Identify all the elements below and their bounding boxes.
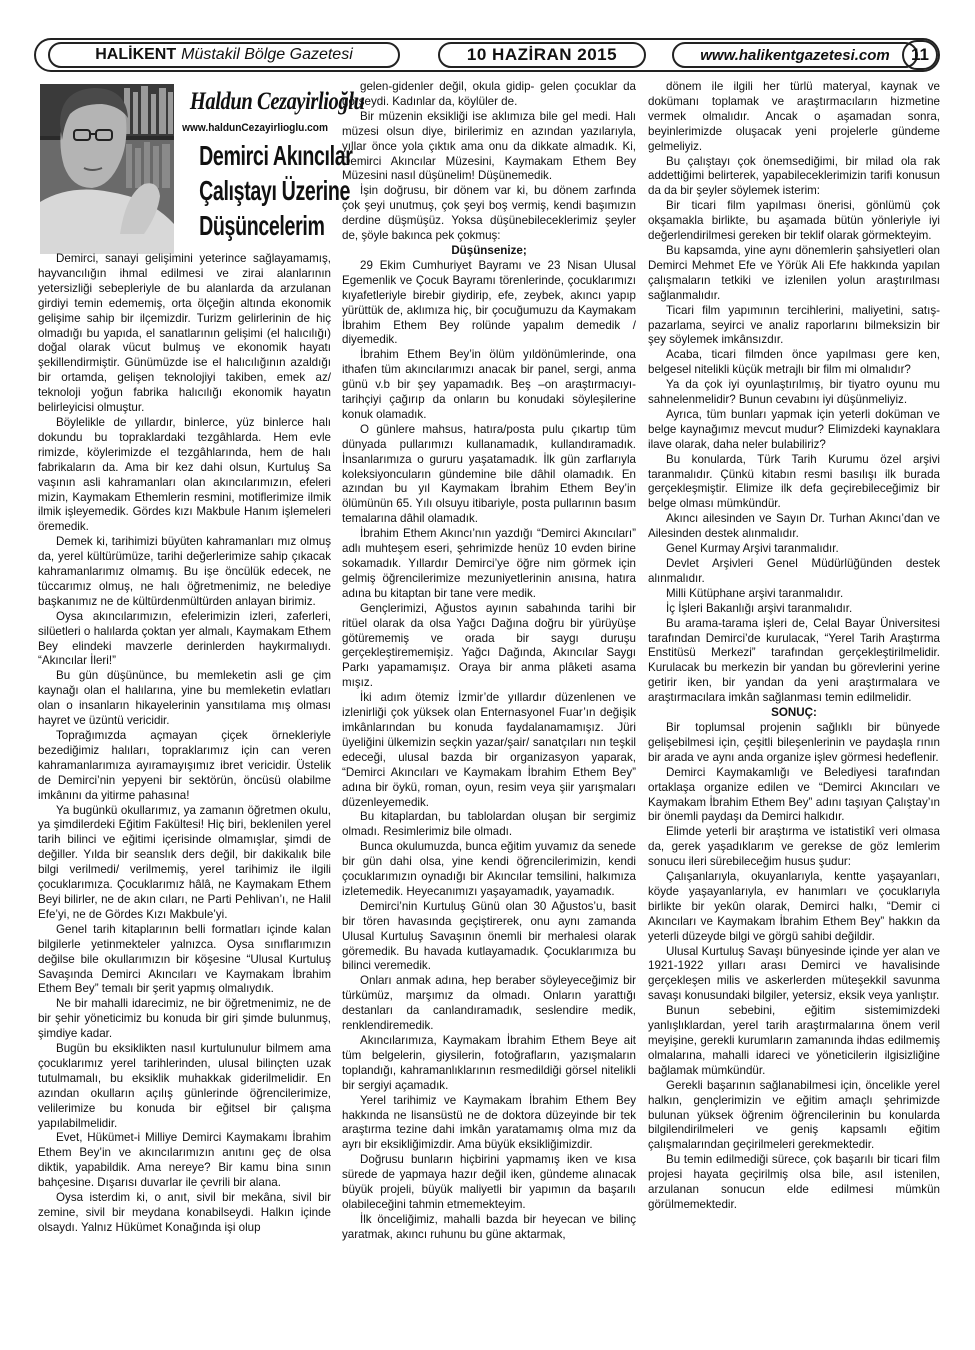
paragraph: Demirci’nin Kurtuluş Günü olan 30 Ağustos’u, basit bir tören havasında geçiştirerek, onu aynı zamanda Ulusal Kurtuluş Savaşının önemli bir merhalesi olarak göremedik. Bu havada kutlayamadık. Çocuklarımıza bu bilinci veremedik. [342, 899, 636, 973]
paragraph: Bir ticari film yapılması önerisi, gönlümü çok okşamakla birlikte, bu aşamada bütün yönleriyle iyi değerlendirilmesi gereken bir teklif olarak görmekteyim. [648, 199, 940, 243]
paragraph: Bu arama-tarama işleri de, Celal Bayar Üniversitesi tarafından Demirci’de kurulacak, “Yerel Tarih Araştırma Enstitüsü Merkezi” tarafından gerçekleştirilmelidir. Kurulacak bu merkezin bir yandan bu görevlerini yerine getirir iken, bir yandan da yeni araştırmalara ve araştırmacılara imkân sağlanması temin edilmelidir. [648, 616, 940, 705]
article-title [199, 138, 353, 243]
page-number: 11 [902, 40, 938, 70]
paragraph: Onları anmak adına, hep beraber söyleyeceğimiz bir türkümüz, marşımız da olmadı. Onların yarattığı destanları da canlandıramadık, seslendire medik, renklendiremedik. [342, 974, 636, 1033]
paragraph: Bunun sebebini, eğitim sistemimizdeki yanlışlıklardan, yerel tarih araştırmalarına önem veril meyişine, gerekli kurumların zamanında ihdas edilmemiş olmalarına, mahalli idareci ve yöneticilerin ilgisizliğine bağlamak mümkündür. [648, 1004, 940, 1077]
paragraph: Ne bir mahalli idarecimiz, ne bir öğretmenimiz, ne de bir şehir yöneticimiz bu konuda bir giri şimde bulunmuş, şimdiye kadar. [38, 997, 331, 1041]
title-line: Çalıştayı Üzerine [199, 175, 351, 206]
paragraph: Bir toplumsal projenin sağlıklı bir bünyede gelişebilmesi için, çeşitli bileşenlerinin ve paydaşla rının bir arada ve aynı anda organize işlev görmesi hedeflenir. [648, 720, 940, 764]
paragraph: gelen-gidenler değil, okula gidip- gelen çocuklar da görseydi. Kadınlar da, köylüler de. [342, 80, 636, 108]
paragraph: Oysa akıncılarımızın, efelerimizin izleri, zaferleri, silüetleri o halılarda çoktan yer almalı, Kaymakam Ethem Bey elindeki mavzerle derinlerden haykırmalıydı. “Akıncılar İleri!” [38, 609, 331, 668]
brand-subtitle: Müstakil Bölge Gazetesi [181, 46, 353, 63]
paragraph: Ya bugünkü okullarımız, ya zamanın öğretmen okulu, ya şimdilerdeki Eğitim Fakültesi! Hiç biri, beklenilen yerel tarih bilinci ve eğitimi içerisinde olmamışlar, şimdi de değiller. Yılda bir seanslık ders değil, bir dakikalık bile bilgi verilmedi/ verilmemiş, yerel tarihimiz ile ilgili çocuklarımıza. Çocuklarımız hâlâ, ne Kaymakam Ethem Beyi bilirler, ne de akın cıları, ne Parti Pehlivan’ı, ne Halil Efe’yi, ne de Gördes Kızı Makbule’yi. [38, 803, 331, 921]
paragraph: Acaba, ticari filmden önce yapılması gere ken, belgesel nitelikli küçük metrajlı bir film mi olmalıdır? [648, 348, 940, 377]
paragraph: İşin doğrusu, bir dönem var ki, bu dönem zarfında çok şeyi unutmuş, çok şeyi boş vermiş, kendi başımızın derdine düşmüşüz. Yoksa düşünebileceklerimiz şeyler de, şöyle bakınca pek çokmuş: [342, 184, 636, 243]
paragraph: O günlere mahsus, hatıra/posta pulu çıkartıp tüm dünyada pullarımızı kullanamadık, kullandıramadık. İnsanlarımıza o gururu yaşatamadık. İlk gün zarflarıyla koleksiyoncuların gündemine bile dâhil olamadık. En azından bu yıl Kaymakam İbrahim Ethem Bey’in ölümünün 65. Yılı olsuyu itibariyle, posta pullarının basım temalarına dâhil olamadık. [342, 422, 636, 526]
paragraph: Ticari film yapımının tercihlerini, maliyetini, satış- pazarlama, seyirci ve analiz raporlarını bilmeksizin bir şey söylemek imkânsızdır. [648, 303, 940, 347]
paragraph: Bugün bu eksiklikten nasıl kurtulunulur bilmem ama çocuklarımız yerel tarihlerinden, ulusal bilinçten uzak tutulmamalı, bu eksiklik muhakkak giderilmelidir. En azından okulların açılış günlerinde öğrencilerimize, velilerimize bu konuda bir eğitsel bir çalışma yapılabilmelidir. [38, 1042, 331, 1130]
paragraph: Elimde yeterli bir araştırma ve istatistikî veri olmasa da, gerek yaşadıklarım ve gerekse de göz lemlerim sonucu ileri sürebileceğim husus şudur: [648, 825, 940, 869]
title-line: Düşüncelerim [199, 210, 325, 241]
author-website[interactable]: www.haldunCezayirlioglu.com [182, 122, 328, 134]
paragraph: Doğrusu bunların hiçbirini yapmamış iken ve kısa sürede de yapmaya hazır değil iken, gündeme alınacak büyük projeli, büyük maliyetli bir yapımın da başarılı olabileceğini tahmin etmemekteyim. [342, 1153, 636, 1211]
paragraph: Bu gün düşününce, bu memleketin asli ge çim kaynağı olan el halılarına, yine bu memleketin evlatları olan o insanların hikayelerinin yansıtılama mış olması hayret ve üzüntü vericidir. [38, 669, 331, 728]
article-heading [176, 84, 365, 252]
paragraph: Milli Kütüphane arşivi taranmalıdır. [666, 586, 844, 600]
website-link[interactable]: www.halikentgazetesi.com [672, 42, 918, 68]
paragraph: Ulusal Kurtuluş Savaşı bünyesinde içinde yer alan ve 1921-1922 yılları arası Demirci ve havalisinde gerçekleşen milis ve askerlerden müteşekkil savunma savaşı konusundaki bilgiler, yetersiz, eksik veya yanlıştır. [648, 944, 940, 1003]
title-line: Demirci Akıncılar [199, 140, 353, 171]
author-photo [40, 84, 174, 254]
issue-date: 10 HAZİRAN 2015 [438, 42, 646, 68]
paragraph: Toprağımızda açmayan çiçek örnekleriyle bezediğimiz halıları, topraklarımız için can veren kahramanlarımıza ayıramayışımız ibret vericidir. Üstelik de Demirci’nin yepyeni bir sektörün, öncüsü olabilme imkânını da yitirme pahasına! [38, 729, 331, 802]
paragraph: Demirci, sanayi gelişimini yeterince sağlayamamış, hayvancılığın ihmal edilmesi ve zirai alanlarının yetersizliği sebepleriyle de bu alanlarda da arzulanan girdiyi temin edememiş, orta ölçeğin altında ekonomik gelişime sahip bir ilçemizdir. Turizm gelirlerinin de hiç olmadığı bu yapıda, el sanatlarının gelişimi (el halıcılığı) doğal olarak vücut bulmuş ve ekonomik hayatı şekillendirmiştir. Günümüzde ise el halıcılığının azaldığı bir ortamda, gelişen teknolojiyi takiben, emek az/ teknoloji yoğun fabrika halıcılığı ekonomik hayatın belirleyicisi olmuştur. [38, 252, 331, 415]
paragraph: Bu temin edilmediği sürece, çok başarılı bir ticari film projesi hayata geçirilmiş olsa bile, asıl istenilen, arzulanan sonucun elde edilmesi mümkün görülmemektedir. [648, 1153, 940, 1211]
paragraph: İlk önceliğimiz, mahalli bazda bir heyecan ve bilinç yaratmak, akıncı ruhunu bu güne aktarmak, [342, 1212, 636, 1241]
author-portrait-image [40, 84, 174, 254]
paragraph: İbrahim Ethem Bey’in ölüm yıldönümlerinde, ona ithafen tüm akıncılarımızı anacak bir panel, sergi, anma günü v.b bir şey yapamadık. Beş –on araştırmacıyı- tarihçiyi çağırıp da onların bu konudaki söyleşilerine konuk olamadık. [342, 348, 636, 421]
paragraph: Akıncılarımıza, Kaymakam İbrahim Ethem Beye ait tüm belgelerin, giysilerin, fotoğrafların, yazışmaların toplandığı, kahramanlıklarının resmedildiği görsel nitelikli bir sergiyi açamadık. [342, 1034, 636, 1092]
masthead [34, 38, 940, 72]
paragraph: Bu kapsamda, yine aynı dönemlerin şahsiyetleri olan Demirci Mehmet Efe ve Yörük Ali Efe hakkında yapılan çalışmaların tetkiki ve izlenilen yolun araştırılması sağlanmalıdır. [648, 243, 940, 302]
paragraph: Bu konularda, Türk Tarih Kurumu özel arşivi taranmalıdır. Çünkü kitabın resmi basılışı ilk burada gerçekleşmiştir. Elimize ilk defa geçirebileceğimiz bir belge olması mümkündür. [648, 452, 940, 511]
paragraph: Evet, Hükümet-i Milliye Demirci Kaymakamı İbrahim Ethem Bey’in ve akıncılarımızın anıtını geç de olsa diktik, yapabildik. Ama nereye? Bir kamu bina sının bahçesine. Dışarısı duvarlar ile çevrili bir alana. [38, 1131, 331, 1190]
paragraph: Ya da çok iyi oyunlaştırılmış, bir tiyatro oyunu mu sahnelenmelidir? Bunun cevabını iyi düşünmeliyiz. [648, 378, 940, 407]
paragraph: Bu kitaplardan, bu tablolardan oluşan bir sergimiz olmadı. Resimlerimiz bile olmadı. [342, 810, 636, 839]
paragraph: Gençlerimizi, Ağustos ayının sabahında tarihi bir ritüel olarak da olsa Yağcı Dağına doğru bir yürüyüşe götürememiş ve orada bir saygı duruşu gerçekleştirememişiz. Yağcı Dağında, Akıncılar Saygı Parkı yapamamışız. Oraya bir anma plâketi asama mışız. [342, 601, 636, 690]
paragraph: Çalışanlarıyla, okuyanlarıyla, kentte yaşayanları, köyde yaşayanlarıyla, ev hanımları ve çocuklarıyla birlikte bir yekûn olarak, Demirci halkı, “Demir ci Akıncıları ve Kaymakam İbrahim Ethem Bey” hakkın da yeterli düzeyde bilgi ve görgü sahibi değildir. [648, 870, 940, 943]
paragraph: Genel tarih kitaplarının belli formatları içinde kalan bilgilerle yetinmekteler yalnızca. Oysa sınıflarımızın değilse bile okullarımızın bir köşesine “Ulusal Kurtuluş Savaşında Demirci Akıncıları ve Kaymakam İbrahim Ethem Bey” temalı bir şerit yapmış olmalıydık. [38, 922, 331, 996]
article-column-2 [342, 80, 636, 1316]
brand-name: HALİKENT [95, 46, 177, 63]
paragraph: dönem ile ilgili her türlü materyal, kaynak ve dokümanı toplamak ve araştırmacıların hizmetine vermek olmalıdır. Ancak o aşamadan sonra, beyinlerimizde oluşacak yeni projelerle gündeme gelmeliyiz. [648, 80, 940, 153]
paragraph: 29 Ekim Cumhuriyet Bayramı ve 23 Nisan Ulusal Egemenlik ve Çocuk Bayramı törenlerinde, çocuklarımızı kıyafetleriyle birebir giydirip, efe, zeybek, akıncı yapıp yürüttük de, aklımıza hiç, bir çocuğumuzu da Kaymakam İbrahim Ethem Bey rolünde yapalım demedik / diyemedik. [342, 258, 636, 347]
paragraph: Devlet Arşivleri Genel Müdürlüğünden destek alınmalıdır. [648, 557, 940, 585]
paragraph: Demirci Kaymakamlığı ve Belediyesi tarafından ortaklaşa organize edilen ve “Demirci Akıncıları ve Kaymakam İbrahim Ethem Bey” adını taşıyan Çalıştay’ın bir önemli paydaşı da Demirci halkıdır. [648, 765, 940, 824]
paragraph: Böylelikle de yıllardır, binlerce, yüz binlerce halı dokundu bu topraklardaki tezgâhlarda. Hem evle rimizde, köylerimizde el tezgâhlarında, hem de halı fabrikaların da. Ama bir kez dahi olsun, Kurtuluş Sa vaşının asli kahramanları olan akıncılarımızın, efeleri mizin, Kaymakam Ethemlerin resmini, motiflerimize ilmik ilmik işleyemedik. Gördes kızı Makbule Hanım işlemeleri öremedik. [38, 415, 331, 534]
paragraph: Bir müzenin eksikliği ise aklımıza bile gel medi. Halı müzesi olsun diye, birilerimiz en azından yazılarıyla, yıllar önce yola çıktık ama onu da dikkate almadık. Ki, Demirci Akıncılar Müzesini, Kaymakam Ethem Bey Müzesini nasıl düşünelim! Düşünemedik. [342, 109, 636, 183]
paragraph: Yerel tarihimiz ve Kaymakam İbrahim Ethem Bey hakkında ne lisansüstü ne de doktora düzeyinde bir tek araştırma tezine dahi imkân yaratamamış olma mız da ayrı bir eksikliğimizdir. Ama büyük eksikliğimizdir. [342, 1093, 636, 1152]
paragraph: İki adım ötemiz İzmir’de yıllardır düzenlenen ve izlenirliği çok yüksek olan Enternasyonel Fuar’ın değişik imkânlarından bu konuda faydalanamamışız. Jüri üyeliğini ülkemizin seçkin yazar/şair/ sanatçıları nın teşkil edeceği, ulusal bazda bir organizasyon yaparak, “Demirci Akıncıları ve Kaymakam İbrahim Ethem Bey” adına bir öykü, roman, oyun, resim veya şiir yarışmaları düzenleyemedik. [342, 691, 636, 809]
paragraph: Akıncı ailesinden ve Sayın Dr. Turhan Akıncı’dan ve Ailesinden destek alınmalıdır. [648, 512, 940, 541]
paragraph: İç İşleri Bakanlığı arşivi taranmalıdır. [666, 601, 853, 615]
paragraph: Bu çalıştayı çok önemsediğimi, bir milad ola rak addettiğimi belirterek, yapabileceklerimizin tarifi konusun da da bir şeyler söylemek isterim: [648, 154, 940, 198]
paragraph: Ayrıca, tüm bunları yapmak için yeterli doküman ve belge kaynağımız mevcut mudur? Elimizdeki kaynaklara ilave olarak, daha neler bulabiliriz? [648, 407, 940, 451]
newspaper-name [48, 42, 400, 68]
paragraph: Genel Kurmay Arşivi taranmalıdır. [666, 542, 839, 556]
article-column-1 [38, 252, 331, 1314]
paragraph: Oysa isterdim ki, o anıt, sivil bir mekâna, sivil bir zemine, sivil bir meydana konabilseydi. Halkın içinde olsaydı. Yalnız Hükümet Konağında işi olup [38, 1191, 331, 1234]
paragraph: Demek ki, tarihimizi büyüten kahramanları mız olmuş da, yerel kültürümüze, tarihi değerlerimize sahip çıkacak kahramanlarımız olmamış. Bu işe öncülük edecek, ne tüccarımız olmuş, ne halı öğretmenimiz, ne belediye başkanımız ne de kültürdenmültürden anlayan birimiz. [38, 535, 331, 608]
author-name: Haldun Cezayirlioğlu [189, 88, 365, 115]
paragraph: SONUÇ: [771, 706, 817, 720]
paragraph: Düşünsenize; [451, 243, 527, 257]
paragraph: İbrahim Ethem Akıncı’nın yazdığı “Demirci Akıncıları” adlı muhteşem eseri, şehrimizde henüz 10 evden birine sokamadık. Yıllardır Demirci’ye öğre nim görmek için gelmiş öğrencilerimize mezuniyetlerinin anısına, hatıra adına bu kitaptan bir tane vere medik. [342, 527, 636, 600]
paragraph: Gerekli başarının sağlanabilmesi için, öncelikle yerel halkın, gençlerimizin ve eğitim amaçlı şehrimizde bulunan yüksek öğrenim öğrencilerinin bu konularda bilgilendirilmeleri ve geniş kapsamlı eğitim çalışmalarından geçirilmeleri gerekmektedir. [648, 1078, 940, 1152]
paragraph: Bunca okulumuzda, bunca eğitim yuvamız da senede bir gün dahi olsa, yine kendi öğrencilerimizin, kendi çocuklarımızın oynadığı bir Akıncılar temsilini, halkımıza izletemedik. Heyecanımızı yaşayamadık, yayamadık. [342, 840, 636, 898]
article-column-3 [648, 80, 940, 1316]
